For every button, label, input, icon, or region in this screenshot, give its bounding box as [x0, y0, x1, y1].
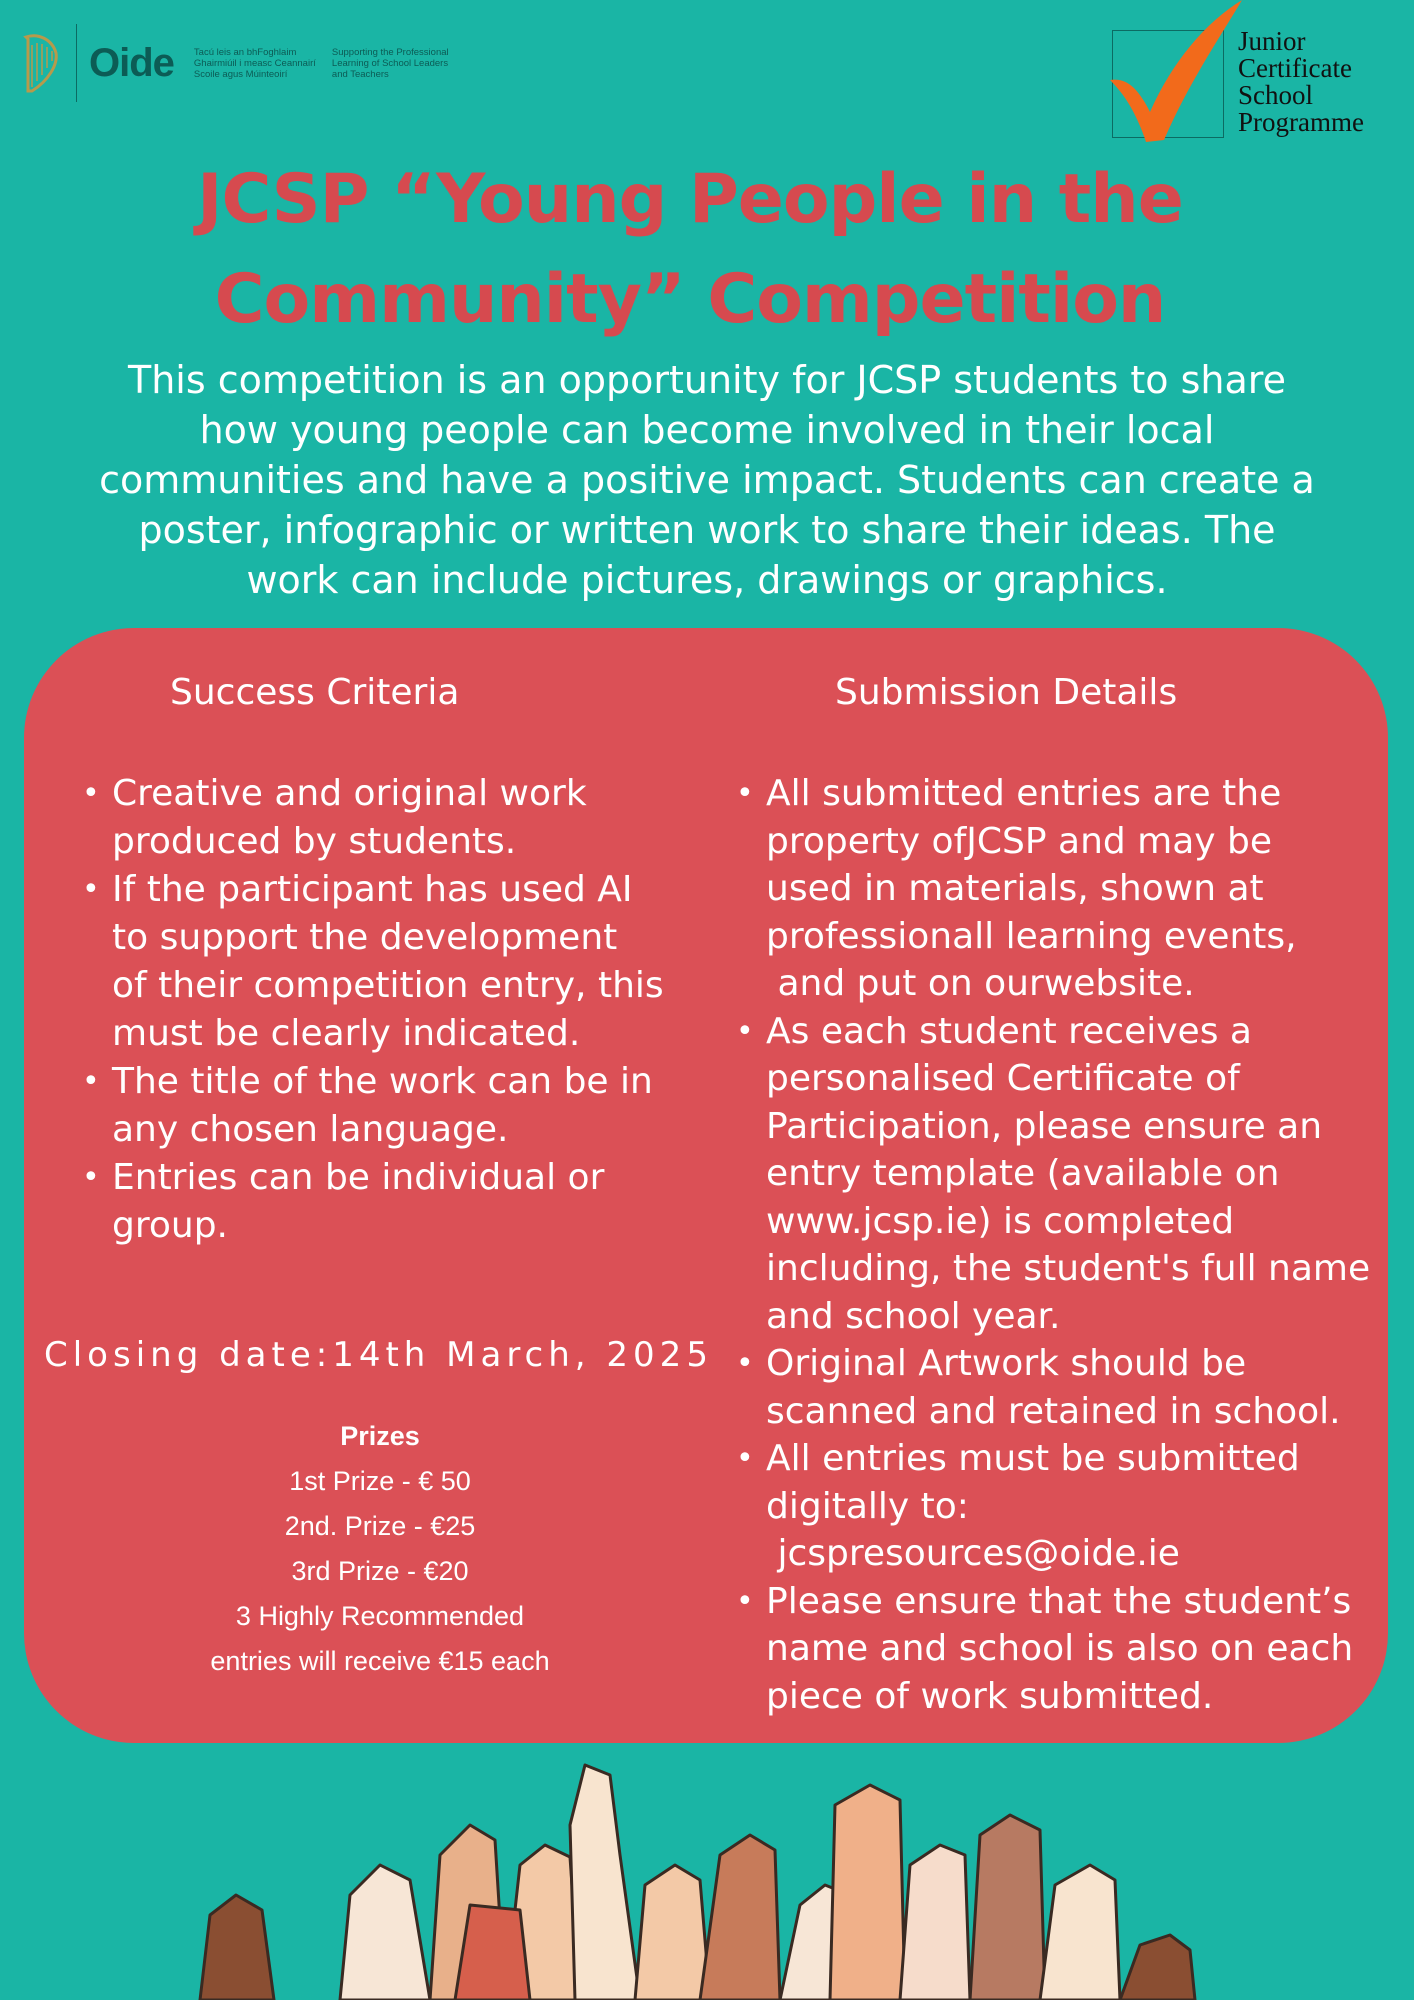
logo-divider: [76, 24, 77, 102]
oide-logo: [18, 22, 470, 104]
list-item: • The title of the work can be in any chosen language.: [76, 1058, 716, 1154]
submission-details-heading: Submission Details: [835, 672, 1178, 713]
prize-line: entries will receive €15 each: [210, 1646, 550, 1676]
list-item: • Please ensure that the student’s name and school is also on each piece of work submitted.: [730, 1578, 1390, 1721]
jcsp-logo-text: Junior Certificate School Programme: [1238, 26, 1364, 137]
jcsp-logo: [1110, 0, 1410, 148]
intro-paragraph: This competition is an opportunity for JCSP students to share how young people can become involved in their local communities and have a positive impact. Students can create a poster, infographic or written work to share their ideas. The work can include pictures, drawings or graphics.: [99, 358, 1315, 602]
list-item: • As each student receives a personalised Certificate of Participation, please ensure an entry template (available on www.jcsp.ie) is completed including, the student's full name and school year.: [730, 1008, 1390, 1341]
prize-line: 3rd Prize - €20: [291, 1556, 469, 1586]
prizes-block: [120, 1414, 640, 1684]
list-item: • All entries must be submitted digitally to: jcspresources@oide.ie: [730, 1435, 1390, 1578]
submission-details-list: [730, 770, 1390, 1720]
list-item: • Entries can be individual or group.: [76, 1154, 716, 1250]
list-item: • Original Artwork should be scanned and retained in school.: [730, 1340, 1390, 1435]
success-criteria-heading: Success Criteria: [170, 672, 460, 713]
oide-wordmark: Oide: [89, 40, 174, 85]
harp-icon: [18, 31, 62, 95]
closing-date: Closing date:14th March, 2025: [44, 1335, 713, 1375]
list-item: • All submitted entries are the property ofJCSP and may be used in materials, shown at professionall learning events, and put on ourwebsite.: [730, 770, 1390, 1008]
list-item: • Creative and original work produced by students.: [76, 770, 716, 866]
oide-tagline-irish: Tacú leis an bhFoghlaim Ghairmiúil i measc Ceannairí Scoile agus Múinteoirí: [193, 46, 316, 80]
prize-line: 3 Highly Recommended: [235, 1601, 525, 1631]
prizes-heading: Prizes: [340, 1421, 420, 1451]
prize-line: 2nd. Prize - €25: [284, 1511, 476, 1541]
submission-email: jcspresources@oide.ie: [766, 1533, 1180, 1574]
page-title: JCSP “Young People in the Community” Competition: [197, 160, 1183, 339]
prize-line: 1st Prize - € 50: [289, 1466, 471, 1496]
success-criteria-list: [76, 770, 716, 1250]
list-item: • If the participant has used AI to support the development of their competition entry, this must be clearly indicated.: [76, 866, 716, 1058]
oide-tagline-english: Supporting the Professional Learning of School Leaders and Teachers: [331, 46, 449, 80]
raised-hands-illustration: [0, 1745, 1414, 2000]
